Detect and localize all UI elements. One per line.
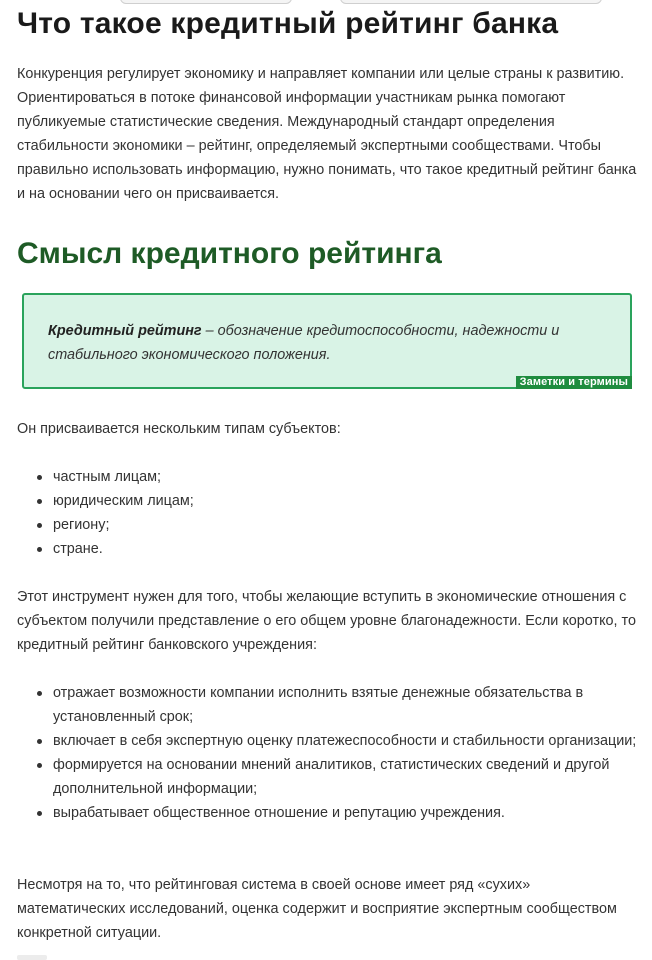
list-item	[17, 801, 642, 825]
purpose-paragraph: Этот инструмент нужен для того, чтобы желающие вступить в экономические отношения с субъектом получили представление о его общем уровне благонадежности. Если коротко, то кредитный рейтинг банковского учреждения:	[17, 589, 636, 653]
list-item	[17, 537, 642, 561]
list-item	[17, 729, 642, 753]
list-item-text: частным лицам;	[53, 469, 162, 485]
bullet-icon	[37, 691, 42, 696]
bullet-icon	[37, 547, 42, 552]
bullet-icon	[37, 523, 42, 528]
list-item-text: юридическим лицам;	[53, 493, 194, 509]
notes-and-terms-link[interactable]: Заметки и термины	[516, 376, 632, 389]
subjects-list	[17, 465, 642, 561]
list-item-text: стране.	[53, 541, 103, 557]
definition-body: – обозначение кредитоспособности, надежности и стабильного экономического положения.	[48, 323, 560, 363]
bullet-icon	[37, 811, 42, 816]
list-item-text: отражает возможности компании исполнить взятые денежные обязательства в установленный срок;	[53, 685, 584, 725]
list-item-text: включает в себя экспертную оценку платежеспособности и стабильности организации;	[53, 733, 637, 749]
conclusion-paragraph: Несмотря на то, что рейтинговая система в своей основе имеет ряд «сухих» математических исследований, оценка содержит и восприятие экспертным сообществом конкретной ситуации.	[17, 877, 617, 941]
list-item	[17, 465, 642, 489]
page-title: Что такое кредитный рейтинг банка	[17, 7, 559, 40]
list-item-text: формируется на основании мнений аналитиков, статистических сведений и другой дополнительной информации;	[53, 757, 610, 797]
list-item-text: вырабатывает общественное отношение и репутацию учреждения.	[53, 805, 505, 821]
list-item	[17, 489, 642, 513]
features-list	[17, 681, 642, 825]
intro-paragraph: Конкуренция регулирует экономику и направляет компании или целые страны к развитию. Ориентироваться в потоке финансовой информации участникам рынка помогают публикуемые статистические сведения. Международный стандарт определения стабильности экономики – рейтинг, определяемый экспертными сообществами. Чтобы правильно использовать информацию, нужно понимать, что такое кредитный рейтинг банка и на основании чего он присваивается.	[17, 66, 637, 202]
definition-note-box	[22, 293, 632, 389]
list-item	[17, 753, 642, 801]
list-item-text: региону;	[53, 517, 110, 533]
bullet-icon	[37, 499, 42, 504]
list-item	[17, 681, 642, 729]
clipped-caption	[22, 275, 92, 282]
definition-text	[48, 319, 608, 367]
section-title: Смысл кредитного рейтинга	[17, 237, 442, 270]
next-block-edge	[17, 955, 47, 960]
bullet-icon	[37, 475, 42, 480]
list-item	[17, 513, 642, 537]
bullet-icon	[37, 739, 42, 744]
definition-term: Кредитный рейтинг	[48, 323, 202, 339]
subjects-intro: Он присваивается нескольким типам субъектов:	[17, 421, 341, 437]
bullet-icon	[37, 763, 42, 768]
